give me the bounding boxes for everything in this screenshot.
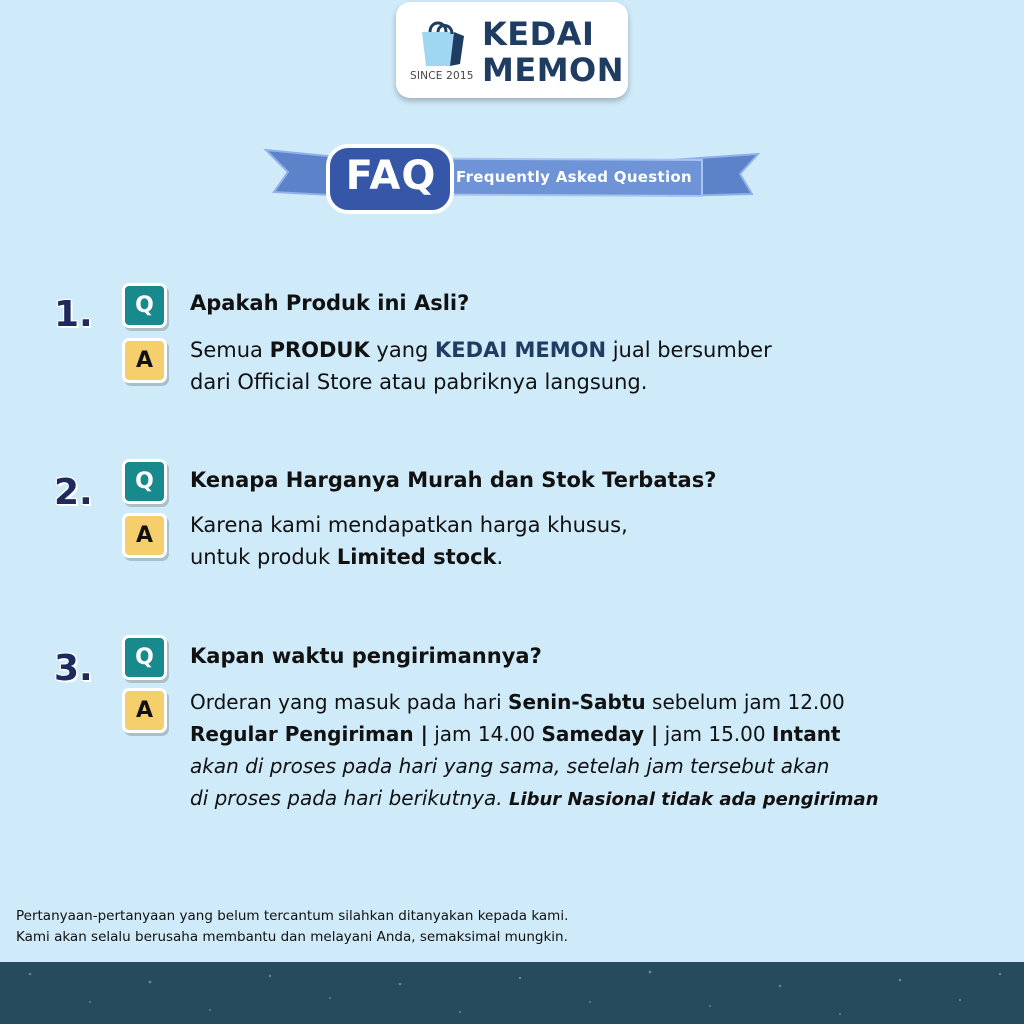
shopping-bag-icon bbox=[416, 14, 472, 70]
answer-3-line-4 bbox=[190, 782, 879, 816]
faq-title: FAQ bbox=[345, 153, 437, 199]
brand-name-line2: MEMON bbox=[482, 51, 625, 89]
faq-question-3: Kapan waktu pengirimannya? bbox=[190, 644, 542, 668]
answer-3-line-2 bbox=[190, 718, 879, 750]
faq-number-1: 1. bbox=[54, 294, 93, 335]
answer-text: yang bbox=[369, 338, 436, 362]
brand-name bbox=[482, 15, 625, 89]
answer-badge-1: A bbox=[122, 338, 167, 383]
question-badge-2: Q bbox=[122, 459, 167, 504]
answer-badge-2: A bbox=[122, 513, 167, 558]
answer-text: untuk produk bbox=[190, 545, 337, 569]
sparkle-pattern bbox=[0, 962, 1024, 1024]
answer-bold-italic: Libur Nasional tidak ada pengiriman bbox=[508, 789, 879, 810]
question-badge-3: Q bbox=[122, 635, 167, 680]
brand-logo bbox=[396, 2, 628, 98]
faq-subtitle: Frequently Asked Question bbox=[456, 168, 693, 186]
answer-2-line-2 bbox=[190, 541, 628, 573]
footer-line-2: Kami akan selalu berusaha membantu dan melayani Anda, semaksimal mungkin. bbox=[16, 929, 568, 945]
answer-brand-highlight: KEDAI MEMON bbox=[435, 338, 607, 362]
answer-italic: akan di proses pada hari yang sama, setelah jam tersebut akan bbox=[190, 754, 830, 778]
answer-text: jam 14.00 bbox=[427, 722, 542, 746]
answer-text: sebelum jam 12.00 bbox=[645, 690, 845, 714]
answer-italic: di proses pada hari berikutnya. bbox=[190, 786, 509, 810]
since-label: SINCE 2015 bbox=[410, 70, 474, 82]
answer-2-line-1: Karena kami mendapatkan harga khusus, bbox=[190, 513, 628, 537]
bottom-decorative-strip bbox=[0, 962, 1024, 1024]
answer-1-line-1 bbox=[190, 334, 772, 366]
answer-1-line-2: dari Official Store atau pabriknya langsung. bbox=[190, 370, 648, 394]
answer-text: Orderan yang masuk pada hari bbox=[190, 690, 509, 714]
question-badge-1: Q bbox=[122, 283, 167, 328]
answer-bold: Sameday | bbox=[541, 722, 659, 746]
answer-bold: Intant bbox=[771, 722, 841, 746]
faq-answer-3 bbox=[190, 686, 879, 816]
answer-badge-3: A bbox=[122, 688, 167, 733]
footer-note bbox=[16, 906, 568, 948]
faq-answer-2 bbox=[190, 509, 628, 573]
answer-text: Semua bbox=[190, 338, 270, 362]
brand-name-line1: KEDAI bbox=[482, 15, 595, 53]
answer-bold: PRODUK bbox=[269, 338, 370, 362]
faq-question-2: Kenapa Harganya Murah dan Stok Terbatas? bbox=[190, 468, 717, 492]
footer-line-1: Pertanyaan-pertanyaan yang belum tercantum silahkan ditanyakan kepada kami. bbox=[16, 908, 569, 924]
answer-text: . bbox=[496, 545, 504, 569]
answer-3-line-1 bbox=[190, 686, 879, 718]
answer-bold: Regular Pengiriman | bbox=[190, 722, 428, 746]
answer-3-line-3 bbox=[190, 750, 879, 782]
faq-answer-1 bbox=[190, 334, 772, 398]
answer-text: jam 15.00 bbox=[658, 722, 772, 746]
faq-number-2: 2. bbox=[54, 472, 93, 513]
answer-text: jual bersumber bbox=[606, 338, 772, 362]
faq-question-1: Apakah Produk ini Asli? bbox=[190, 291, 470, 315]
answer-bold: Limited stock bbox=[336, 545, 497, 569]
faq-number-3: 3. bbox=[54, 648, 93, 689]
answer-bold: Senin-Sabtu bbox=[508, 690, 646, 714]
